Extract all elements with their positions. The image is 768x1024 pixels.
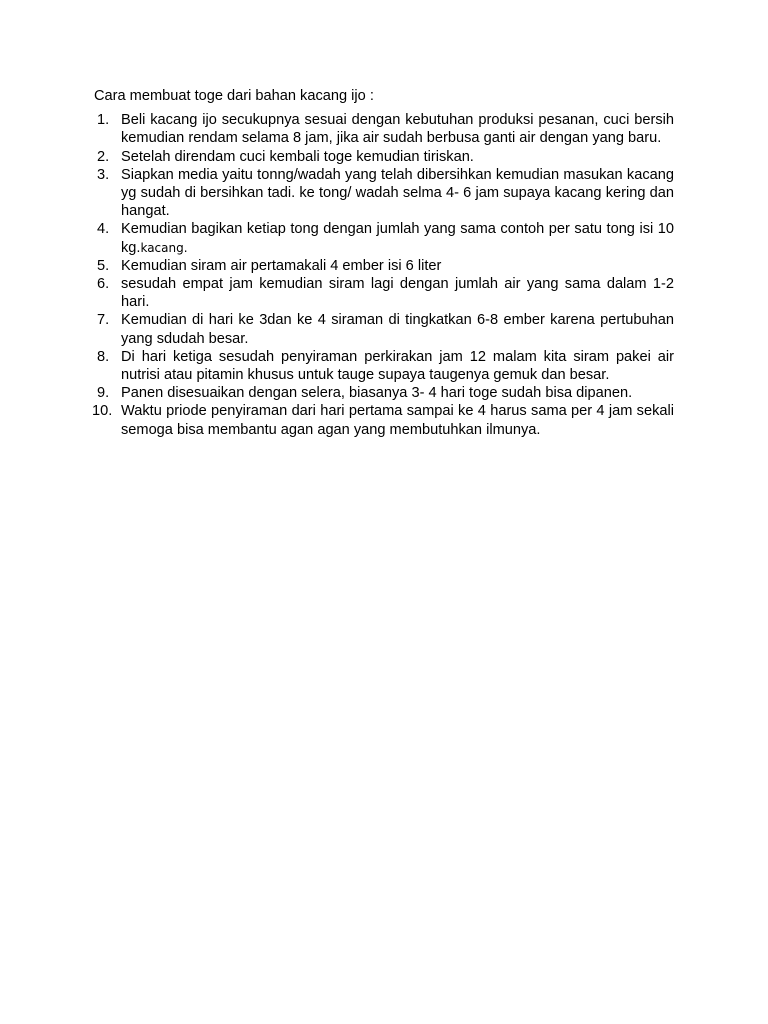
list-text: Siapkan media yaitu tonng/wadah yang telah dibersihkan kemudian masukan kacang yg sudah di bersihkan tadi. ke tong/ wadah selma 4- 6 jam supaya kacang kering dan hangat.: [121, 166, 674, 220]
list-number: 3.: [97, 166, 110, 183]
list-text: Kemudian siram air pertamakali 4 ember isi 6 liter: [121, 257, 442, 274]
list-number: 9.: [97, 385, 110, 402]
list-text: Waktu priode penyiraman dari hari pertama sampai ke 4 harus sama per 4 jam sekali semoga bisa membantu agan agan yang membutuhkan ilmunya.: [121, 403, 674, 438]
list-text: Setelah direndam cuci kembali toge kemudian tiriskan.: [121, 148, 474, 165]
list-number: 2.: [97, 148, 110, 165]
list-item: [94, 402, 674, 438]
list-item: [94, 148, 674, 166]
list-item: [94, 220, 674, 256]
list-text: Kemudian bagikan ketiap tong dengan jumlah yang sama contoh per satu tong isi 10 kg.: [121, 221, 674, 256]
list-number: 7.: [97, 312, 110, 329]
intro-heading: Cara membuat toge dari bahan kacang ijo :: [94, 88, 374, 104]
list-text: Di hari ketiga sesudah penyiraman perkirakan jam 12 malam kita siram pakei air nutrisi atau pitamin khusus untuk tauge supaya taugenya gemuk dan besar.: [121, 348, 674, 384]
list-text: Kemudian di hari ke 3dan ke 4 siraman di tingkatkan 6-8 ember karena pertubuhan yang sdudah besar.: [121, 312, 674, 347]
list-text: Beli kacang ijo secukupnya sesuai dengan kebutuhan produksi pesanan, cuci bersih kemudian rendam selama 8 jam, jika air sudah berbusa ganti air dengan yang baru.: [121, 112, 674, 147]
list-number: 4.: [97, 221, 110, 238]
list-text: sesudah empat jam kemudian siram lagi dengan jumlah air yang sama dalam 1-2 hari.: [121, 276, 674, 311]
list-number: 5.: [97, 257, 110, 274]
list-item: [94, 348, 674, 384]
list-number: 8.: [97, 348, 110, 365]
list-number: 1.: [97, 112, 110, 129]
list-text-suffix: kacang.: [140, 240, 188, 255]
list-number: 10.: [92, 403, 113, 420]
list-item: [94, 111, 674, 147]
list-item: [94, 257, 674, 275]
list-item: [94, 275, 674, 311]
list-item: [94, 311, 674, 347]
list-item: [94, 166, 674, 221]
steps-list: [94, 111, 674, 439]
list-text: Panen disesuaikan dengan selera, biasanya 3- 4 hari toge sudah bisa dipanen.: [121, 385, 633, 402]
document-body: [94, 87, 674, 439]
list-number: 6.: [97, 276, 110, 293]
list-item: [94, 384, 674, 402]
